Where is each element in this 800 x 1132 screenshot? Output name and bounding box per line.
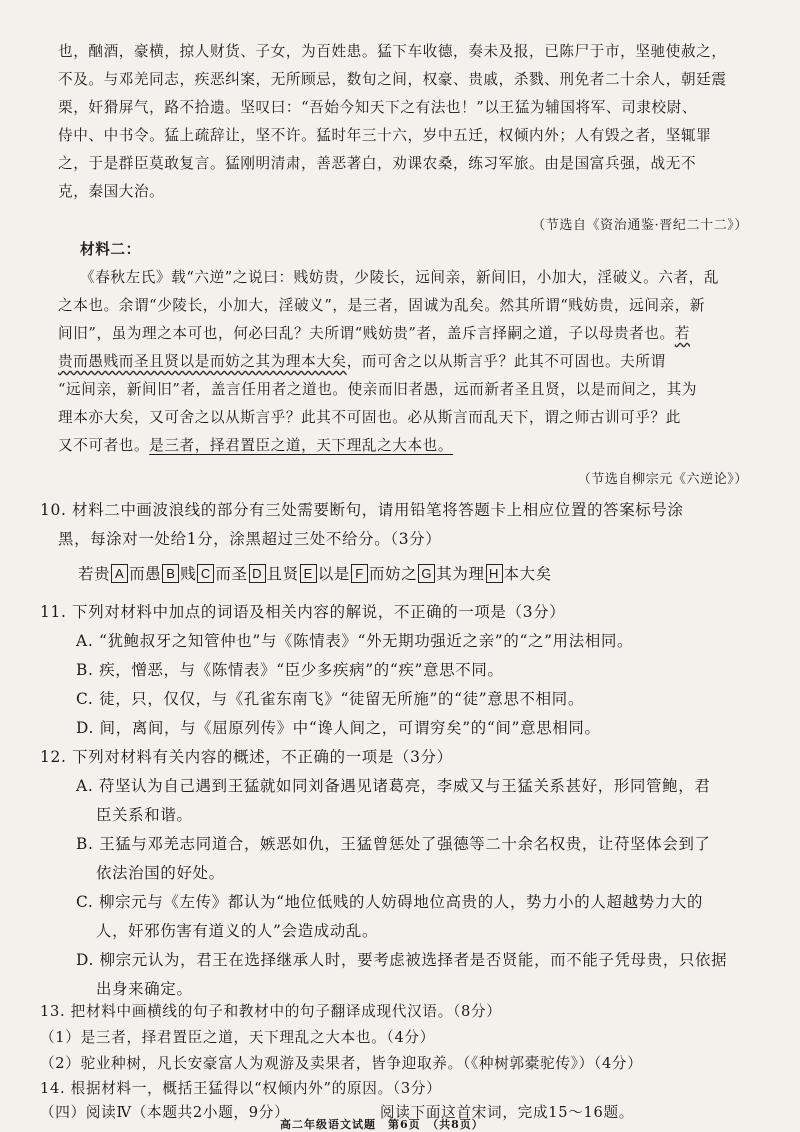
wavy-underlined-text: 贵而愚贱而圣且贤以是而妨之其为理本大矣: [58, 353, 347, 370]
question-14-stem: 14. 根据材料一，概括王猛得以“权倾内外”的原因。（3分）: [40, 1080, 442, 1097]
material2-line: 理本亦大矣，又可舍之以从斯言乎？此其不可固也。必从斯言而乱天下，谓之师古训可乎？此: [58, 409, 681, 426]
underlined-sentence: 是三者，择君置臣之道，天下理乱之大本也。: [149, 437, 454, 454]
material1-line: 克，秦国大治。: [58, 183, 165, 200]
segment-text: 本大矣: [503, 565, 552, 583]
question-13-item-1: （1）是三者，择君置臣之道，天下理乱之大本也。（4分）: [40, 1029, 436, 1046]
segment-text: 若贵: [78, 565, 111, 583]
question-11-option-c[interactable]: C. 徒，只，仅仅，与《孔雀东南飞》“徒留无所施”的“徒”意思不相同。: [76, 690, 584, 708]
segment-text: 而妨之: [369, 565, 418, 583]
answer-box-a[interactable]: A: [111, 564, 128, 583]
segment-text: 其为理: [436, 565, 485, 583]
material2-line: [58, 320, 690, 348]
question-12-option-a[interactable]: A. 苻坚认为自己遇到王猛就如同刘备遇见诸葛亮，李威又与王猛关系甚好，形同管鲍，君: [76, 777, 711, 795]
material2-text: ，而可舍之以从斯言乎？此其不可固也。夫所谓: [346, 353, 666, 370]
segment-text: 以是: [317, 565, 351, 583]
material1-line: 不及。与邓羌同志，疾恶纠案，无所顾忌，数旬之间，权豪、贵戚，杀戮、刑免者二十余人，朝廷震: [58, 71, 727, 88]
material2-source: （节选自柳宗元《六逆论》）: [577, 472, 748, 487]
section-4-instruction: 阅读下面这首宋词，完成15～16题。: [380, 1104, 635, 1121]
question-11-stem: 11. 下列对材料中加点的词语及相关内容的解说，不正确的一项是（3分）: [40, 603, 566, 621]
answer-box-f[interactable]: F: [351, 564, 368, 583]
segment-text: 且贤: [266, 565, 299, 583]
material2-line: [58, 432, 453, 460]
answer-box-d[interactable]: D: [249, 564, 266, 583]
material1-line: 侍中、中书令。猛上疏辞让，坚不许。猛时年三十六，岁中五迁，权倾内外；人有毁之者，坚辄罪: [58, 127, 712, 144]
question-11-option-d[interactable]: D. 间，离间，与《屈原列传》中“谗人间之，可谓穷矣”的“间”意思相同。: [76, 719, 601, 737]
question-10-stem: 10. 材料二中画波浪线的部分有三处需要断句，请用铅笔将答题卡上相应位置的答案标号涂: [40, 501, 684, 519]
segment-text: 贱: [180, 565, 197, 583]
question-10-stem-cont: 黑，每涂对一处给1分，涂黑超过三处不给分。（3分）: [58, 530, 442, 548]
material2-line: 之本也。余谓“少陵长，小加大，淫破义”，是三者，固诚为乱矣。然其所谓“贱妨贵，远间亲，新: [58, 297, 706, 314]
wavy-underlined-text: 若: [674, 325, 690, 342]
question-11-option-a[interactable]: A. “犹鲍叔牙之知管仲也”与《陈情表》“外无期功强近之亲”的“之”用法相同。: [76, 632, 634, 650]
material2-heading: 材料二：: [80, 241, 141, 258]
question-12-option-b-cont: 依法治国的好处。: [96, 864, 225, 882]
section-4-heading: （四）阅读Ⅳ（本题共2小题，9分）: [40, 1104, 290, 1121]
page-footer: 高二年级语文试题 第6页 （共8页）: [280, 1118, 484, 1131]
material2-text: 间旧”，虽为理之本可也，何必曰乱？夫所谓“贱妨贵”者，盖斥言择嗣之道，子以母贵者也。: [58, 325, 675, 342]
segment-text: 而圣: [215, 565, 248, 583]
material1-line: 之，于是群臣莫敢复言。猛刚明清肃，善恶著白，劝课农桑，练习军旅。由是国富兵强，战无不: [58, 155, 697, 172]
answer-box-h[interactable]: H: [486, 564, 503, 583]
question-12-option-c-cont: 人，奸邪伤害有道义的人”会造成动乱。: [96, 922, 379, 940]
answer-box-e[interactable]: E: [300, 564, 317, 583]
question-12-stem: 12. 下列对材料有关内容的概述，不正确的一项是（3分）: [40, 748, 453, 766]
question-13-stem: 13. 把材料中画横线的句子和教材中的句子翻译成现代汉语。（8分）: [40, 1003, 502, 1020]
question-13-item-2: （2）驼业种树，凡长安豪富人为观游及卖果者，皆争迎取养。（《种树郭橐驼传》）（4分）: [40, 1055, 643, 1072]
answer-box-g[interactable]: G: [418, 564, 435, 583]
answer-box-c[interactable]: C: [197, 564, 214, 583]
question-12-option-d[interactable]: D. 柳宗元认为，君王在选择继承人时，要考虑被选择者是否贤能，而不能子凭母贵，只依据: [76, 951, 728, 969]
material1-line: 栗，奸猾屏气，路不拾遗。坚叹曰：“吾始今知天下之有法也！”以王猛为辅国将军、司隶校尉、: [58, 99, 698, 116]
question-12-option-b[interactable]: B. 王猛与邓羌志同道合，嫉恶如仇，王猛曾惩处了强德等二十余名权贵，让苻坚体会到了: [76, 835, 711, 853]
material1-source: （节选自《资治通鉴·晋纪二十二》）: [532, 218, 748, 233]
question-12-option-c[interactable]: C. 柳宗元与《左传》都认为“地位低贱的人妨碍地位高贵的人，势力小的人超越势力大的: [76, 893, 704, 911]
material2-line: “远间亲，新间旧”者，盖言任用者之道也。使亲而旧者愚，远而新者圣且贤，以是而间之，其为: [58, 381, 698, 398]
material1-line: 也，酗酒，豪横，掠人财货、子女，为百姓患。猛下车收德，奏未及报，已陈尸于市，坚驰使赦之，: [58, 43, 727, 60]
question-10-segments: [78, 562, 552, 584]
material2-text: 又不可者也。: [58, 437, 150, 454]
question-12-option-a-cont: 臣关系和谐。: [96, 806, 193, 824]
answer-box-b[interactable]: B: [162, 564, 179, 583]
segment-text: 而愚: [129, 565, 162, 583]
question-11-option-b[interactable]: B. 疾，憎恶，与《陈情表》“臣少多疾病”的“疾”意思不同。: [76, 661, 504, 679]
material2-line: 《春秋左氏》载“六逆”之说曰：贱妨贵，少陵长，远间亲，新间旧，小加大，淫破义。六者，乱: [80, 269, 720, 286]
question-12-option-d-cont: 出身来确定。: [96, 980, 193, 998]
material2-line: [58, 348, 666, 376]
